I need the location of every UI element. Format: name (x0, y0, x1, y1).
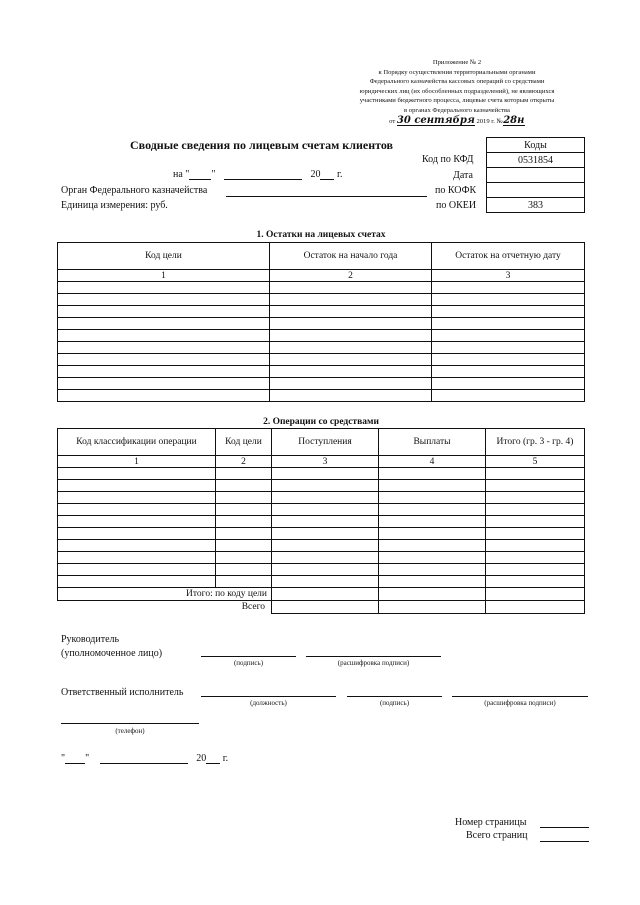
col-header: Остаток на отчетную дату (432, 243, 585, 270)
table-cell[interactable] (272, 540, 379, 552)
col-header: Итого (гр. 3 - гр. 4) (486, 429, 585, 456)
col-header: Код цели (216, 429, 272, 456)
table-cell[interactable] (432, 342, 585, 354)
col-number: 3 (432, 270, 585, 282)
decoding-hint: (расшифровка подписи) (484, 699, 556, 707)
table-cell[interactable] (379, 552, 486, 564)
table-cell[interactable] (58, 378, 270, 390)
operations-table (57, 428, 585, 614)
table-cell[interactable] (270, 342, 432, 354)
table-cell[interactable] (379, 528, 486, 540)
decoding-hint: (расшифровка подписи) (337, 659, 410, 667)
phone-line[interactable] (61, 723, 199, 724)
table-cell[interactable] (486, 492, 585, 504)
table-cell[interactable] (216, 516, 272, 528)
table-cell[interactable] (432, 318, 585, 330)
table-cell[interactable] (272, 480, 379, 492)
table-cell[interactable] (432, 354, 585, 366)
table-cell[interactable] (432, 294, 585, 306)
appendix-line: к Порядку осуществления территориальными органами (378, 68, 536, 76)
table-cell[interactable] (58, 480, 216, 492)
unit-label: Единица измерения: руб. (61, 200, 168, 211)
table-cell[interactable] (432, 330, 585, 342)
sig-day-blank[interactable] (65, 763, 85, 764)
col-number: 4 (379, 456, 486, 468)
col-number: 2 (270, 270, 432, 282)
table-cell[interactable] (432, 306, 585, 318)
date-value[interactable] (487, 168, 585, 183)
table-cell[interactable] (58, 540, 216, 552)
appendix-line: Приложение № 2 (432, 59, 482, 66)
date-label: Дата (453, 170, 473, 181)
table-cell[interactable] (58, 342, 270, 354)
executor-signature-line[interactable] (347, 696, 442, 697)
table-cell[interactable] (486, 516, 585, 528)
balances-table (57, 242, 585, 402)
table-cell[interactable] (270, 318, 432, 330)
head-decoding-line[interactable] (306, 656, 441, 657)
table-cell[interactable] (379, 540, 486, 552)
month-blank[interactable] (224, 179, 302, 180)
table-cell[interactable] (58, 390, 270, 402)
okei-value: 383 (487, 198, 585, 213)
page-number-blank[interactable] (540, 827, 589, 828)
table-cell[interactable] (486, 540, 585, 552)
table-cell[interactable] (272, 552, 379, 564)
col-header: Поступления (272, 429, 379, 456)
table-cell[interactable] (216, 528, 272, 540)
table-cell[interactable] (270, 306, 432, 318)
table-cell[interactable] (58, 576, 216, 588)
organ-label: Орган Федерального казначейства (61, 185, 208, 196)
appendix-line: Федерального казначейства кассовых операций со средствами (369, 78, 545, 86)
total-pages-label: Всего страниц (466, 830, 528, 841)
table-cell[interactable] (58, 564, 216, 576)
codes-table (486, 137, 585, 213)
col-number: 3 (272, 456, 379, 468)
head-label: Руководитель (61, 634, 120, 645)
table-cell[interactable] (272, 504, 379, 516)
total-label: Всего (241, 602, 265, 613)
col-number: 5 (486, 456, 585, 468)
col-header: Остаток на начало года (270, 243, 432, 270)
table-cell[interactable] (216, 480, 272, 492)
table-cell[interactable] (270, 378, 432, 390)
table-cell[interactable] (58, 492, 216, 504)
table-cell[interactable] (272, 492, 379, 504)
table-cell[interactable] (58, 516, 216, 528)
total-pages-blank[interactable] (540, 841, 589, 842)
table-cell[interactable] (486, 588, 585, 601)
executor-position-line[interactable] (201, 696, 336, 697)
page-title: Сводные сведения по лицевым счетам клиентов (130, 138, 394, 152)
executor-decoding-line[interactable] (452, 696, 588, 697)
col-number: 1 (58, 456, 216, 468)
table-cell[interactable] (432, 378, 585, 390)
table-cell[interactable] (379, 576, 486, 588)
codes-header: Коды (487, 138, 585, 153)
table-cell[interactable] (270, 294, 432, 306)
organ-blank[interactable] (226, 196, 427, 197)
col-number: 2 (216, 456, 272, 468)
kofk-label: по КОФК (435, 185, 477, 196)
appendix-line: участниками бюджетного процесса, лицевые счета которым открыты (359, 97, 555, 105)
table-cell[interactable] (272, 516, 379, 528)
table-cell[interactable] (486, 480, 585, 492)
table-cell[interactable] (272, 564, 379, 576)
year-blank[interactable] (320, 179, 334, 180)
table-cell[interactable] (58, 318, 270, 330)
table-cell[interactable] (216, 552, 272, 564)
date-field: на " " 20 г. (173, 169, 343, 180)
table-cell[interactable] (216, 576, 272, 588)
table-cell[interactable] (486, 552, 585, 564)
table-cell[interactable] (379, 516, 486, 528)
appendix-line: в органах Федерального казначейства (404, 106, 510, 114)
table-cell[interactable] (272, 588, 379, 601)
table-cell[interactable] (270, 390, 432, 402)
table-cell[interactable] (379, 468, 486, 480)
table-cell[interactable] (379, 601, 486, 614)
kfd-value: 0531854 (487, 153, 585, 168)
table-cell[interactable] (216, 540, 272, 552)
table-cell[interactable] (270, 282, 432, 294)
handwritten-date: 30 сентября (396, 114, 475, 126)
table-cell[interactable] (58, 354, 270, 366)
signature-hint: (подпись) (379, 699, 410, 707)
table-cell[interactable] (379, 564, 486, 576)
head-signature-line[interactable] (201, 656, 296, 657)
kfd-label: Код по КФД (422, 154, 474, 165)
page-number-label: Номер страницы (455, 817, 527, 828)
table-cell[interactable] (486, 504, 585, 516)
col-header: Код классификации операции (58, 429, 216, 456)
table-cell[interactable] (272, 601, 379, 614)
table-cell[interactable] (486, 528, 585, 540)
col-header: Код цели (58, 243, 270, 270)
table-cell[interactable] (486, 576, 585, 588)
appendix-line: юридических лиц (их обособленных подразделений), не являющихся (359, 87, 555, 95)
kofk-value[interactable] (487, 183, 585, 198)
table-cell[interactable] (58, 552, 216, 564)
table-cell[interactable] (486, 468, 585, 480)
signature-hint: (подпись) (233, 659, 264, 667)
table-cell[interactable] (379, 480, 486, 492)
table-cell[interactable] (216, 504, 272, 516)
table-cell[interactable] (379, 492, 486, 504)
section1-title: 1. Остатки на лицевых счетах (256, 230, 386, 240)
table-cell[interactable] (58, 330, 270, 342)
table-cell[interactable] (58, 504, 216, 516)
table-cell[interactable] (432, 390, 585, 402)
table-cell[interactable] (379, 588, 486, 601)
table-cell[interactable] (216, 564, 272, 576)
table-cell[interactable] (270, 366, 432, 378)
executor-label: Ответственный исполнитель (61, 687, 184, 698)
okei-label: по ОКЕИ (436, 200, 477, 211)
table-cell[interactable] (432, 366, 585, 378)
signature-date: " " 20 г. (61, 753, 229, 764)
subtotal-label: Итого: по коду цели (58, 588, 272, 601)
sig-year-blank[interactable] (206, 763, 220, 764)
section2-title: 2. Операции со средствами (263, 417, 379, 427)
table-cell[interactable] (272, 576, 379, 588)
table-cell[interactable] (58, 366, 270, 378)
appendix-date-line: от 30 сентября 2019 г. №28н (389, 114, 525, 126)
col-header: Выплаты (379, 429, 486, 456)
appendix-note (330, 58, 584, 126)
handwritten-number: 28н (503, 114, 525, 126)
head-sublabel: (уполномоченное лицо) (61, 648, 163, 659)
table-cell[interactable] (272, 468, 379, 480)
table-cell[interactable] (58, 468, 216, 480)
sig-month-blank[interactable] (100, 763, 188, 764)
table-cell[interactable] (379, 504, 486, 516)
position-hint: (должность) (250, 699, 287, 707)
table-cell[interactable] (432, 282, 585, 294)
table-cell[interactable] (58, 528, 216, 540)
table-cell[interactable] (486, 564, 585, 576)
table-cell[interactable] (58, 294, 270, 306)
table-cell[interactable] (216, 468, 272, 480)
day-blank[interactable] (189, 179, 211, 180)
phone-hint: (телефон) (115, 727, 145, 735)
table-cell[interactable] (272, 528, 379, 540)
table-cell[interactable] (486, 601, 585, 614)
table-cell[interactable] (270, 354, 432, 366)
table-cell[interactable] (58, 306, 270, 318)
table-cell[interactable] (216, 492, 272, 504)
table-cell[interactable] (270, 330, 432, 342)
col-number: 1 (58, 270, 270, 282)
table-cell[interactable] (58, 282, 270, 294)
